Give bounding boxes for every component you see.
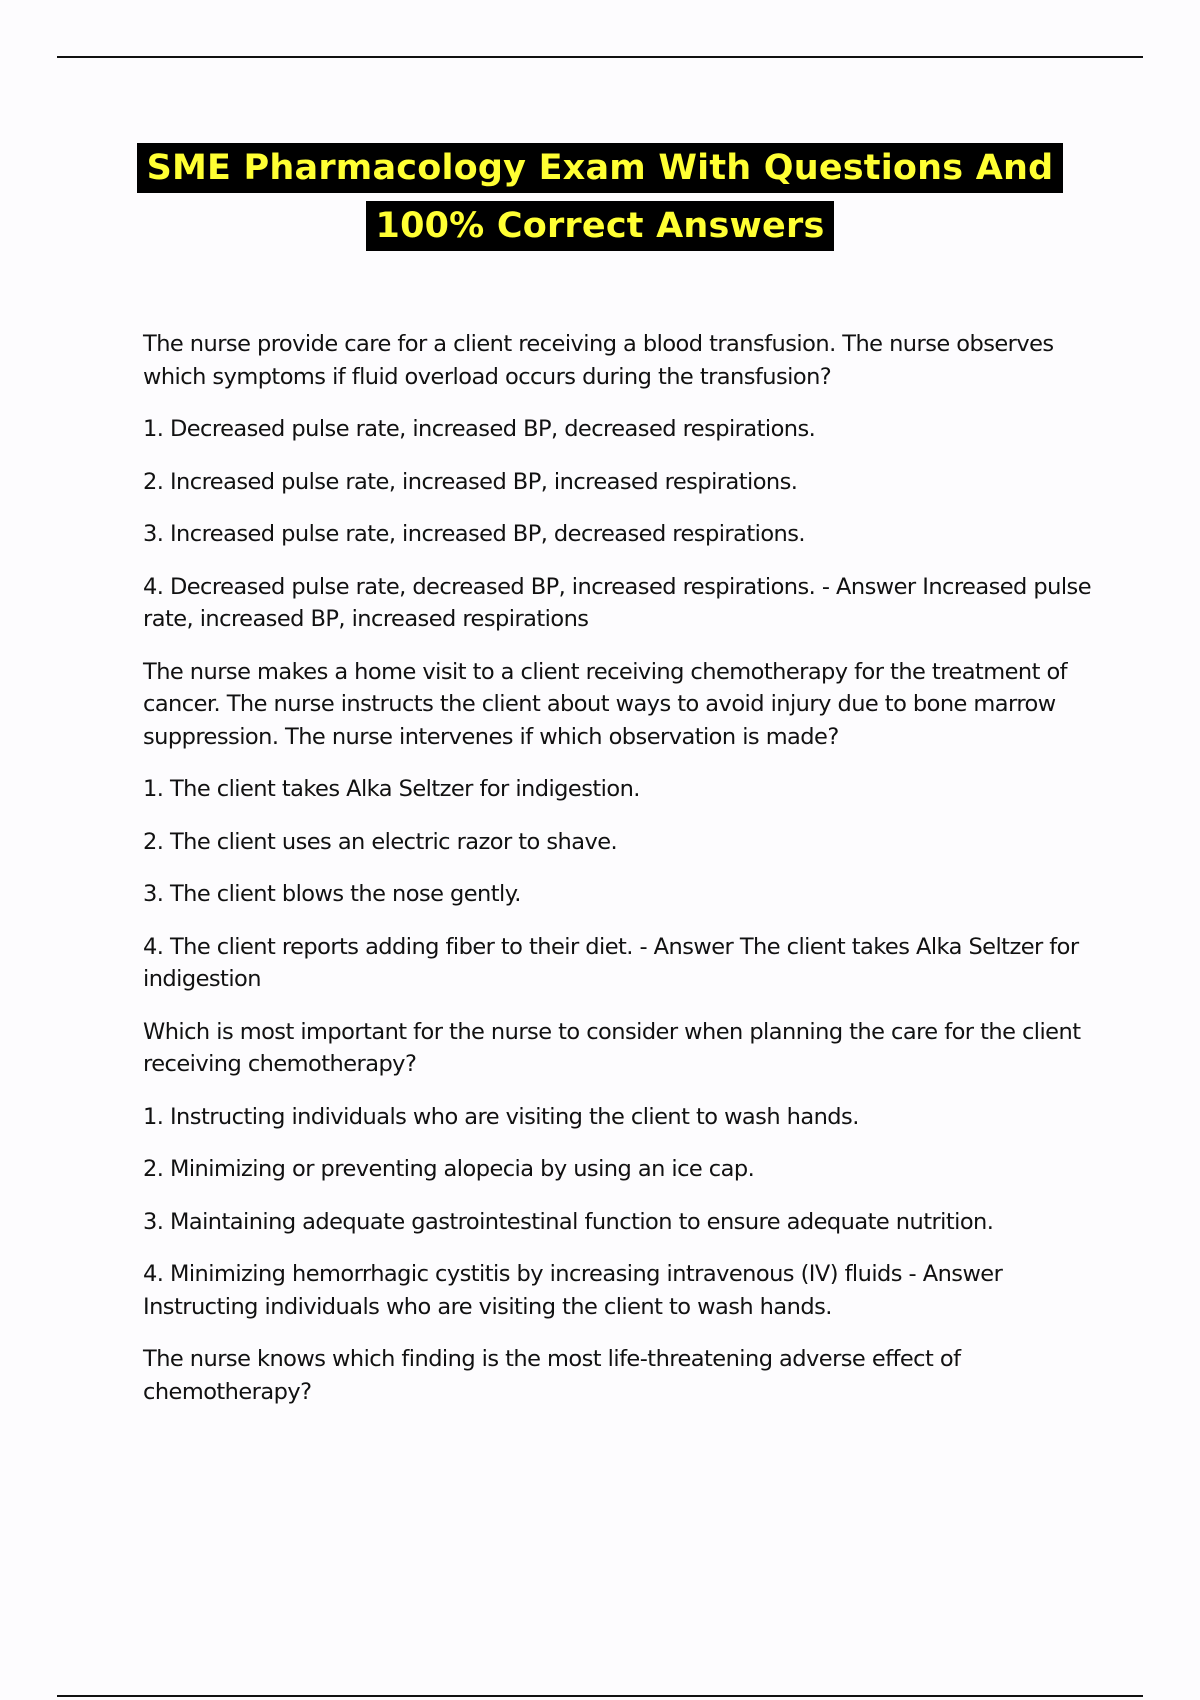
question-2-text: The nurse makes a home visit to a client receiving chemotherapy for the treatment of cancer. The nurse instructs the client about ways to avoid injury due to bone marrow suppression. The nurse intervenes if which observation is made? bbox=[143, 658, 1068, 750]
question-1-option-1: 1. Decreased pulse rate, increased BP, decreased respirations. bbox=[143, 416, 816, 442]
question-1-option-4-answer: 4. Decreased pulse rate, decreased BP, increased respirations. - Answer Increased pulse rate, increased BP, increased respirations bbox=[143, 573, 1091, 632]
question-4-text: The nurse knows which finding is the most life-threatening adverse effect of chemotherapy? bbox=[143, 1346, 961, 1405]
question-2-option-1: 1. The client takes Alka Seltzer for indigestion. bbox=[143, 776, 640, 802]
document-title bbox=[0, 143, 1200, 251]
question-1-option-3: 3. Increased pulse rate, increased BP, decreased respirations. bbox=[143, 521, 806, 547]
question-1-text: The nurse provide care for a client receiving a blood transfusion. The nurse observes which symptoms if fluid overload occurs during the transfusion? bbox=[143, 331, 1054, 390]
question-3-text: Which is most important for the nurse to consider when planning the care for the client receiving chemotherapy? bbox=[143, 1018, 1081, 1077]
top-divider bbox=[57, 56, 1143, 58]
question-2-option-2: 2. The client uses an electric razor to shave. bbox=[143, 828, 618, 855]
question-3-option-3: 3. Maintaining adequate gastrointestinal function to ensure adequate nutrition. bbox=[143, 1208, 994, 1235]
title-line-1: SME Pharmacology Exam With Questions And bbox=[137, 143, 1064, 193]
question-2-option-3: 3. The client blows the nose gently. bbox=[143, 881, 521, 907]
bottom-divider bbox=[57, 1695, 1143, 1697]
question-3-option-2: 2. Minimizing or preventing alopecia by using an ice cap. bbox=[143, 1156, 755, 1182]
question-2-option-4-answer: 4. The client reports adding fiber to their diet. - Answer The client takes Alka Seltzer for indigestion bbox=[143, 933, 1079, 992]
question-3-option-1: 1. Instructing individuals who are visiting the client to wash hands. bbox=[143, 1103, 859, 1130]
question-1-option-2: 2. Increased pulse rate, increased BP, increased respirations. bbox=[143, 468, 798, 495]
document-body bbox=[143, 328, 1093, 1428]
title-line-2: 100% Correct Answers bbox=[366, 201, 835, 251]
question-3-option-4-answer: 4. Minimizing hemorrhagic cystitis by increasing intravenous (IV) fluids - Answer Instructing individuals who are visiting the client to wash hands. bbox=[143, 1261, 1003, 1320]
